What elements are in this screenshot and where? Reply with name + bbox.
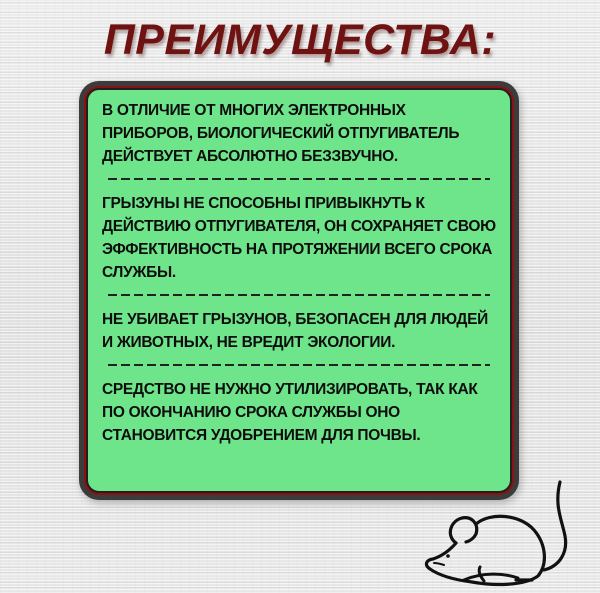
dashed-divider xyxy=(108,364,490,366)
advantage-text: ГРЫЗУНЫ НЕ СПОСОБНЫ ПРИВЫКНУТЬ К ДЕЙСТВИЮ ОТПУГИВАТЕЛЯ, ОН СОХРАНЯЕТ СВОЮ ЭФФЕКТИВНОСТЬ НА ПРОТЯЖЕНИИ ВСЕГО СРОКА СЛУЖБЫ. xyxy=(102,195,496,281)
dashed-divider xyxy=(108,178,490,180)
page-title: ПРЕИМУЩЕСТВА: xyxy=(103,16,497,64)
mouse-icon xyxy=(420,472,585,590)
advantage-text: СРЕДСТВО НЕ НУЖНО УТИЛИЗИРОВАТЬ, ТАК КАК ПО ОКОНЧАНИЮ СРОКА СЛУЖБЫ ОНО СТАНОВИТСЯ УДОБРЕНИЕМ ДЛЯ ПОЧВЫ. xyxy=(102,381,478,444)
dashed-divider xyxy=(108,294,490,296)
advantage-text: НЕ УБИВАЕТ ГРЫЗУНОВ, БЕЗОПАСЕН ДЛЯ ЛЮДЕЙ И ЖИВОТНЫХ, НЕ ВРЕДИТ ЭКОЛОГИИ. xyxy=(102,311,488,351)
advantage-text: В ОТЛИЧИЕ ОТ МНОГИХ ЭЛЕКТРОННЫХ ПРИБОРОВ, БИОЛОГИЧЕСКИЙ ОТПУГИВАТЕЛЬ ДЕЙСТВУЕТ АБСОЛЮТНО БЕЗЗВУЧНО. xyxy=(102,102,460,165)
advantages-card xyxy=(86,88,512,493)
